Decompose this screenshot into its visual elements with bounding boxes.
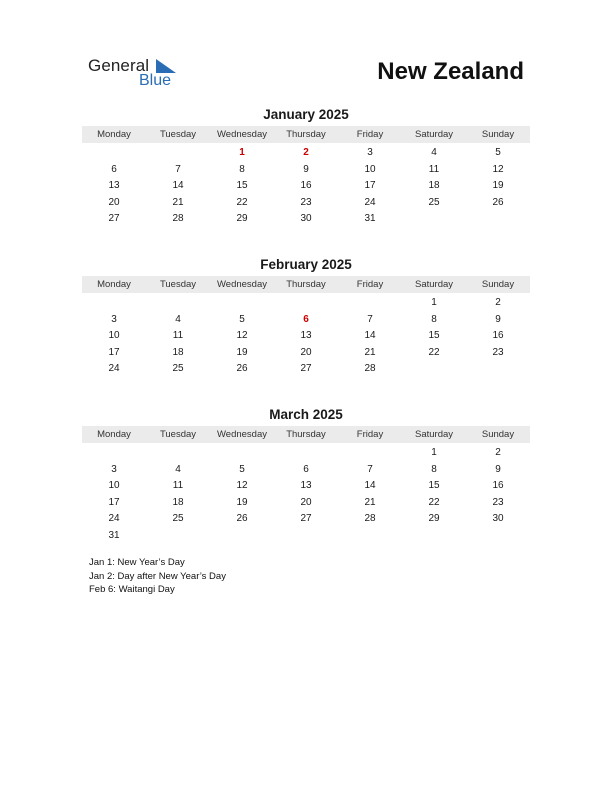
day-cell: 14 bbox=[364, 330, 376, 342]
day-cell: 1 bbox=[239, 147, 245, 158]
day-cell: 20 bbox=[108, 196, 120, 208]
day-cell: 25 bbox=[172, 363, 184, 375]
week-row bbox=[82, 211, 530, 228]
empty-day-cell bbox=[466, 361, 530, 378]
day-cell: 31 bbox=[364, 213, 376, 225]
day-cell: 9 bbox=[303, 163, 309, 175]
weekday-label: Friday bbox=[356, 279, 384, 290]
week-row bbox=[82, 345, 530, 362]
day-cell: 5 bbox=[495, 147, 501, 158]
day-cell: 1 bbox=[431, 447, 437, 458]
empty-day-cell bbox=[466, 528, 530, 545]
day-cell: 4 bbox=[431, 147, 437, 158]
weekday-label: Saturday bbox=[414, 279, 454, 290]
day-cell: 11 bbox=[172, 480, 184, 492]
day-cell: 22 bbox=[428, 346, 440, 358]
day-cell: 13 bbox=[300, 330, 312, 342]
day-cell: 12 bbox=[236, 330, 248, 342]
day-cell: 21 bbox=[364, 496, 376, 508]
day-cell: 23 bbox=[300, 196, 312, 208]
logo-triangle-icon bbox=[156, 59, 176, 73]
logo-general-text: General bbox=[88, 56, 150, 75]
month-title: March 2025 bbox=[269, 407, 343, 422]
day-cell: 2 bbox=[495, 297, 501, 308]
week-row bbox=[82, 178, 530, 195]
day-cell: 6 bbox=[303, 463, 309, 475]
day-cell: 17 bbox=[108, 496, 120, 508]
day-cell: 16 bbox=[492, 480, 504, 492]
day-cell: 29 bbox=[236, 213, 248, 225]
day-cell: 11 bbox=[172, 330, 184, 342]
weeks bbox=[82, 293, 530, 378]
day-cell: 26 bbox=[492, 196, 504, 208]
empty-day-cell bbox=[146, 445, 210, 462]
day-cell: 28 bbox=[172, 213, 184, 225]
empty-day-cell bbox=[210, 528, 274, 545]
day-cell: 18 bbox=[428, 180, 440, 192]
empty-day-cell bbox=[82, 145, 146, 162]
day-cell: 9 bbox=[495, 463, 501, 475]
day-cell: 25 bbox=[172, 513, 184, 525]
day-cell: 21 bbox=[364, 346, 376, 358]
empty-day-cell bbox=[338, 445, 402, 462]
day-cell: 4 bbox=[175, 463, 181, 475]
weekday-label: Wednesday bbox=[217, 279, 267, 290]
day-cell: 3 bbox=[111, 463, 117, 475]
week-row bbox=[82, 145, 530, 162]
weeks bbox=[82, 443, 530, 545]
day-cell: 20 bbox=[300, 346, 312, 358]
empty-day-cell bbox=[82, 295, 146, 312]
day-cell: 15 bbox=[236, 180, 248, 192]
logo-blue-text: Blue bbox=[139, 72, 172, 89]
week-row bbox=[82, 312, 530, 329]
empty-day-cell bbox=[274, 295, 338, 312]
day-cell: 19 bbox=[492, 180, 504, 192]
day-cell: 8 bbox=[431, 463, 437, 475]
week-row bbox=[82, 445, 530, 462]
weekday-label: Thursday bbox=[286, 279, 326, 290]
day-cell: 19 bbox=[236, 346, 248, 358]
empty-day-cell bbox=[146, 295, 210, 312]
day-cell: 17 bbox=[364, 180, 376, 192]
week-row bbox=[82, 295, 530, 312]
weekday-label: Monday bbox=[97, 429, 131, 440]
day-cell: 14 bbox=[364, 480, 376, 492]
empty-day-cell bbox=[274, 445, 338, 462]
empty-day-cell bbox=[146, 528, 210, 545]
day-cell: 13 bbox=[300, 480, 312, 492]
weekday-header bbox=[82, 276, 530, 293]
day-cell: 8 bbox=[239, 163, 245, 175]
day-cell: 23 bbox=[492, 346, 504, 358]
day-cell: 28 bbox=[364, 513, 376, 525]
week-row bbox=[82, 162, 530, 179]
day-cell: 10 bbox=[108, 480, 120, 492]
day-cell: 18 bbox=[172, 346, 184, 358]
empty-day-cell bbox=[466, 211, 530, 228]
holiday-list bbox=[89, 556, 226, 597]
week-row bbox=[82, 361, 530, 378]
day-cell: 27 bbox=[300, 513, 312, 525]
weekday-label: Friday bbox=[356, 129, 384, 140]
day-cell: 7 bbox=[367, 313, 373, 325]
day-cell: 25 bbox=[428, 196, 440, 208]
day-cell: 3 bbox=[367, 147, 373, 158]
day-cell: 20 bbox=[300, 496, 312, 508]
month-calendar bbox=[82, 256, 530, 378]
weekday-label: Tuesday bbox=[159, 129, 197, 140]
day-cell: 18 bbox=[172, 496, 184, 508]
day-cell: 16 bbox=[300, 180, 312, 192]
day-cell: 6 bbox=[303, 313, 309, 325]
weekday-label: Wednesday bbox=[217, 429, 267, 440]
weekday-label: Thursday bbox=[286, 129, 326, 140]
weekday-label: Saturday bbox=[414, 429, 454, 440]
weekday-label: Saturday bbox=[414, 129, 454, 140]
day-cell: 28 bbox=[364, 363, 376, 375]
weekday-label: Tuesday bbox=[159, 279, 197, 290]
day-cell: 24 bbox=[108, 513, 120, 525]
holiday-item: Jan 2: Day after New Year’s Day bbox=[89, 570, 226, 582]
day-cell: 8 bbox=[431, 313, 437, 325]
empty-day-cell bbox=[210, 295, 274, 312]
empty-day-cell bbox=[82, 445, 146, 462]
day-cell: 11 bbox=[428, 163, 440, 175]
weekday-header bbox=[82, 126, 530, 143]
day-cell: 22 bbox=[428, 496, 440, 508]
month-calendar bbox=[82, 406, 530, 545]
day-cell: 6 bbox=[111, 163, 117, 175]
weekday-label: Sunday bbox=[481, 429, 515, 440]
weekday-label: Monday bbox=[97, 279, 131, 290]
day-cell: 5 bbox=[239, 463, 245, 475]
day-cell: 15 bbox=[428, 480, 440, 492]
day-cell: 16 bbox=[492, 330, 504, 342]
empty-day-cell bbox=[402, 528, 466, 545]
day-cell: 26 bbox=[236, 513, 248, 525]
day-cell: 2 bbox=[495, 447, 501, 458]
weekday-header bbox=[82, 426, 530, 443]
day-cell: 10 bbox=[108, 330, 120, 342]
holiday-item: Feb 6: Waitangi Day bbox=[89, 584, 175, 595]
logo bbox=[88, 56, 188, 92]
day-cell: 3 bbox=[111, 313, 117, 325]
day-cell: 13 bbox=[108, 180, 120, 192]
day-cell: 14 bbox=[172, 180, 184, 192]
day-cell: 9 bbox=[495, 313, 501, 325]
day-cell: 22 bbox=[236, 196, 248, 208]
day-cell: 19 bbox=[236, 496, 248, 508]
day-cell: 26 bbox=[236, 363, 248, 375]
weekday-label: Thursday bbox=[286, 429, 326, 440]
week-row bbox=[82, 511, 530, 528]
empty-day-cell bbox=[338, 295, 402, 312]
day-cell: 23 bbox=[492, 496, 504, 508]
day-cell: 30 bbox=[300, 213, 312, 225]
month-calendar bbox=[82, 106, 530, 228]
empty-day-cell bbox=[210, 445, 274, 462]
day-cell: 5 bbox=[239, 313, 245, 325]
day-cell: 30 bbox=[492, 513, 504, 525]
day-cell: 1 bbox=[431, 297, 437, 308]
day-cell: 24 bbox=[364, 196, 376, 208]
week-row bbox=[82, 528, 530, 545]
day-cell: 29 bbox=[428, 513, 440, 525]
week-row bbox=[82, 195, 530, 212]
day-cell: 12 bbox=[492, 163, 504, 175]
weekday-label: Wednesday bbox=[217, 129, 267, 140]
weekday-label: Sunday bbox=[481, 129, 515, 140]
empty-day-cell bbox=[402, 211, 466, 228]
weekday-label: Friday bbox=[356, 429, 384, 440]
week-row bbox=[82, 328, 530, 345]
day-cell: 27 bbox=[108, 213, 120, 225]
day-cell: 10 bbox=[364, 163, 376, 175]
day-cell: 24 bbox=[108, 363, 120, 375]
country-title: New Zealand bbox=[377, 58, 524, 85]
day-cell: 7 bbox=[367, 463, 373, 475]
holiday-item: Jan 1: New Year’s Day bbox=[89, 557, 185, 568]
week-row bbox=[82, 462, 530, 479]
empty-day-cell bbox=[146, 145, 210, 162]
weekday-label: Monday bbox=[97, 129, 131, 140]
day-cell: 7 bbox=[175, 163, 181, 175]
day-cell: 2 bbox=[303, 147, 309, 158]
empty-day-cell bbox=[402, 361, 466, 378]
day-cell: 17 bbox=[108, 346, 120, 358]
day-cell: 15 bbox=[428, 330, 440, 342]
day-cell: 31 bbox=[108, 529, 120, 541]
week-row bbox=[82, 495, 530, 512]
weeks bbox=[82, 143, 530, 228]
day-cell: 21 bbox=[172, 196, 184, 208]
day-cell: 4 bbox=[175, 313, 181, 325]
month-title: February 2025 bbox=[260, 257, 352, 272]
empty-day-cell bbox=[274, 528, 338, 545]
weekday-label: Tuesday bbox=[159, 429, 197, 440]
week-row bbox=[82, 478, 530, 495]
empty-day-cell bbox=[338, 528, 402, 545]
weekday-label: Sunday bbox=[481, 279, 515, 290]
month-title: January 2025 bbox=[263, 107, 349, 122]
day-cell: 27 bbox=[300, 363, 312, 375]
day-cell: 12 bbox=[236, 480, 248, 492]
